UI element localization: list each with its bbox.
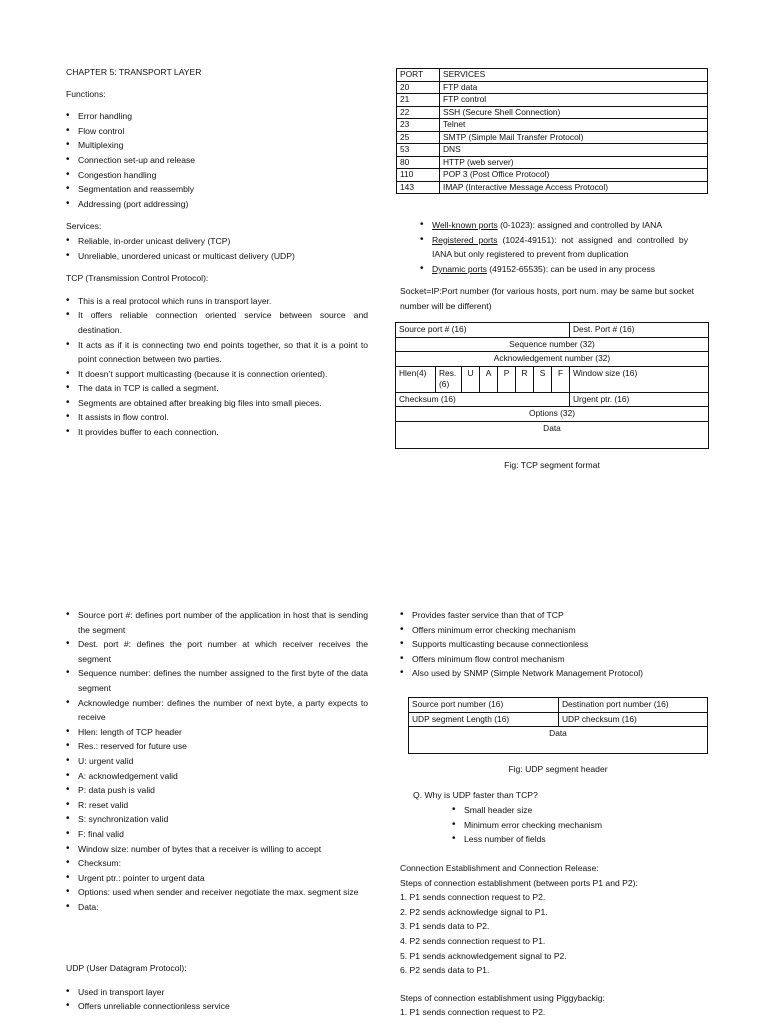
table-row (409, 727, 708, 754)
list-item (420, 233, 688, 262)
list-item: • Offers minimum flow control mechanism (400, 652, 706, 667)
table-cell: 23 (397, 119, 440, 132)
services-heading: Services: (66, 221, 102, 232)
piggy-steps-list (400, 1005, 710, 1020)
list-item: • Reliable, in-order unicast delivery (TCP) (66, 234, 368, 249)
list-item: • Offers unreliable connectionless service (66, 999, 368, 1014)
list-item: • Sequence number: defines the number assigned to the first byte of the data segment (66, 666, 368, 695)
table-cell: 25 (397, 131, 440, 144)
list-item: • F: final valid (66, 827, 368, 842)
table-row (396, 366, 709, 392)
list-item: • Data: (66, 900, 368, 915)
table-cell: SMTP (Simple Mail Transfer Protocol) (440, 131, 708, 144)
table-row (397, 131, 708, 144)
list-item: • Also used by SNMP (Simple Network Management Protocol) (400, 666, 706, 681)
udp-dest-port: Destination port number (16) (559, 698, 708, 713)
port-range-desc: (0-1023): assigned and controlled by IANA (497, 220, 663, 230)
list-item: • Unreliable, unordered unicast or multicast delivery (UDP) (66, 249, 368, 264)
list-item: • Addressing (port addressing) (66, 197, 368, 212)
port-table (396, 68, 708, 194)
table-row (409, 712, 708, 727)
list-item: 1. P1 sends connection request to P2. (400, 1007, 546, 1018)
list-item: • Urgent ptr.: pointer to urgent data (66, 871, 368, 886)
table-cell: POP 3 (Post Office Protocol) (440, 169, 708, 182)
list-item: • It provides buffer to each connection. (66, 425, 368, 440)
list-item: 4. P2 sends connection request to P1. (400, 935, 546, 946)
conn-steps-list (400, 890, 710, 978)
udp-data: Data (409, 727, 708, 754)
udp-checksum: UDP checksum (16) (559, 712, 708, 727)
table-row (396, 352, 709, 367)
list-item: • This is a real protocol which runs in transport layer. (66, 294, 368, 309)
list-item: • Checksum: (66, 856, 368, 871)
table-cell: 143 (397, 181, 440, 194)
list-item: • Small header size (452, 803, 702, 818)
list-item: • S: synchronization valid (66, 812, 368, 827)
list-item: • Provides faster service than that of TCP (400, 608, 706, 623)
list-item (420, 218, 688, 233)
table-row (396, 392, 709, 407)
list-item: • It acts as if it is connecting two end points together, so that it is a point to point connection between two parties. (66, 338, 368, 367)
table-row (397, 106, 708, 119)
tcp-res: Res. (6) (436, 366, 462, 392)
table-row (397, 144, 708, 157)
table-row (396, 337, 709, 352)
functions-heading: Functions: (66, 88, 106, 99)
table-header-row (397, 69, 708, 82)
list-item: 1. P1 sends connection request to P2. (400, 892, 546, 903)
table-cell: 20 (397, 81, 440, 94)
table-header: SERVICES (440, 69, 708, 82)
udp-length: UDP segment Length (16) (409, 712, 559, 727)
table-cell: 21 (397, 94, 440, 107)
table-cell: FTP data (440, 81, 708, 94)
list-item: 2. P2 sends acknowledge signal to P1. (400, 906, 548, 917)
list-item: • Multiplexing (66, 138, 368, 153)
tcp-source-port: Source port # (16) (396, 323, 570, 338)
table-row (397, 119, 708, 132)
table-row (396, 421, 709, 448)
list-item: • Less number of fields (452, 832, 702, 847)
table-cell: FTP control (440, 94, 708, 107)
table-row (397, 81, 708, 94)
udp-heading: UDP (User Datagram Protocol): (66, 963, 187, 973)
list-item: • Window size: number of bytes that a receiver is willing to accept (66, 842, 368, 857)
list-item: • It doesn’t support multicasting (because it is connection oriented). (66, 367, 368, 382)
list-item (420, 262, 688, 277)
conn-steps-heading: Steps of connection establishment (between ports P1 and P2): (400, 877, 638, 888)
list-item: • Res.: reserved for future use (66, 739, 368, 754)
udp-points-list (66, 985, 368, 1014)
table-header: PORT (397, 69, 440, 82)
tcp-flag-p: P (498, 366, 516, 392)
tcp-segment-caption: Fig: TCP segment format (504, 460, 600, 470)
tcp-flag-s: S (534, 366, 552, 392)
table-row (397, 181, 708, 194)
table-cell: SSH (Secure Shell Connection) (440, 106, 708, 119)
udp-features (400, 608, 706, 681)
field-definitions (66, 608, 368, 914)
question: Q. Why is UDP faster than TCP? (413, 790, 538, 800)
list-item: • A: acknowledgement valid (66, 769, 368, 784)
list-item: • Minimum error checking mechanism (452, 818, 702, 833)
list-item: • Congestion handling (66, 168, 368, 183)
tcp-segment-table (395, 322, 709, 449)
list-item: • Connection set-up and release (66, 153, 368, 168)
list-item: 3. P1 sends data to P2. (400, 921, 490, 932)
port-range-desc: (1024-49151): not assigned and controlled by IANA but only registered to prevent from duplication (432, 234, 688, 260)
list-item: • R: reset valid (66, 798, 368, 813)
table-cell: 53 (397, 144, 440, 157)
connection-section (400, 861, 710, 1020)
table-cell: Telnet (440, 119, 708, 132)
table-row (397, 94, 708, 107)
list-item: • Acknowledge number: defines the number of next byte, a party expects to receive (66, 696, 368, 725)
udp-header-table (408, 697, 708, 754)
table-row (397, 169, 708, 182)
list-item: • Dest. port #: defines the port number at which receiver receives the segment (66, 637, 368, 666)
tcp-checksum: Checksum (16) (396, 392, 570, 407)
chapter-title: CHAPTER 5: TRANSPORT LAYER (66, 67, 202, 77)
list-item: 5. P1 sends acknowledgement signal to P2. (400, 950, 567, 961)
tcp-urgent: Urgent ptr. (16) (570, 392, 709, 407)
list-item: • Error handling (66, 109, 368, 124)
list-item: • Used in transport layer (66, 985, 368, 1000)
udp-section-left (66, 961, 368, 1014)
list-item: • Hlen: length of TCP header (66, 725, 368, 740)
list-item: • It assists in flow control. (66, 410, 368, 425)
udp-source-port: Source port number (16) (409, 698, 559, 713)
tcp-options: Options (32) (396, 407, 709, 422)
services-list (66, 234, 368, 263)
port-range-desc: (49152-65535): can be used in any process (486, 263, 656, 274)
tcp-heading: TCP (Transmission Control Protocol): (66, 273, 209, 284)
list-item: • It offers reliable connection oriented service between source and destination. (66, 308, 368, 337)
port-ranges (420, 218, 688, 276)
port-range-name: Dynamic ports (432, 263, 487, 274)
table-cell: 80 (397, 156, 440, 169)
table-row (409, 698, 708, 713)
tcp-dest-port: Dest. Port # (16) (570, 323, 709, 338)
table-cell: DNS (440, 144, 708, 157)
table-cell: HTTP (web server) (440, 156, 708, 169)
list-item: 6. P2 sends data to P1. (400, 965, 490, 976)
answers (452, 803, 702, 847)
tcp-window: Window size (16) (570, 366, 709, 392)
tcp-points-list (66, 294, 368, 440)
udp-features-list (400, 608, 706, 681)
list-item: • Flow control (66, 124, 368, 139)
list-item: • Options: used when sender and receiver negotiate the max. segment size (66, 885, 368, 900)
list-item: • The data in TCP is called a segment. (66, 381, 368, 396)
tcp-data: Data (396, 421, 709, 448)
port-range-name: Well-known ports (432, 220, 498, 230)
tcp-flag-a: A (480, 366, 498, 392)
list-item: • Source port #: defines port number of the application in host that is sending the segment (66, 608, 368, 637)
socket-text: Socket=IP:Port number (for various hosts, port num. may be same but socket number will be different) (400, 286, 694, 311)
functions-list (66, 109, 368, 211)
list-item: • P: data push is valid (66, 783, 368, 798)
list-item: • Segments are obtained after breaking big files into small pieces. (66, 396, 368, 411)
list-item: • Supports multicasting because connectionless (400, 637, 706, 652)
port-ranges-list (420, 218, 688, 276)
list-item: • Offers minimum error checking mechanism (400, 623, 706, 638)
table-row (397, 156, 708, 169)
udp-header-caption: Fig: UDP segment header (508, 764, 608, 774)
table-cell: 22 (397, 106, 440, 119)
table-row (396, 323, 709, 338)
table-row (396, 407, 709, 422)
piggy-heading: Steps of connection establishment using Piggybackig: (400, 992, 605, 1003)
list-item: • Segmentation and reassembly (66, 182, 368, 197)
table-cell: 110 (397, 169, 440, 182)
answers-list (452, 803, 702, 847)
tcp-hlen: Hlen(4) (396, 366, 436, 392)
port-range-name: Registered ports (432, 234, 498, 245)
field-defs-list (66, 608, 368, 914)
tcp-seq: Sequence number (32) (396, 337, 709, 352)
tcp-flag-f: F (552, 366, 570, 392)
left-column (66, 65, 368, 440)
tcp-flag-r: R (516, 366, 534, 392)
tcp-ack: Acknowledgement number (32) (396, 352, 709, 367)
list-item: • U: urgent valid (66, 754, 368, 769)
table-cell: IMAP (Interactive Message Access Protocol) (440, 181, 708, 194)
conn-heading: Connection Establishment and Connection Release: (400, 863, 599, 873)
tcp-flag-u: U (462, 366, 480, 392)
